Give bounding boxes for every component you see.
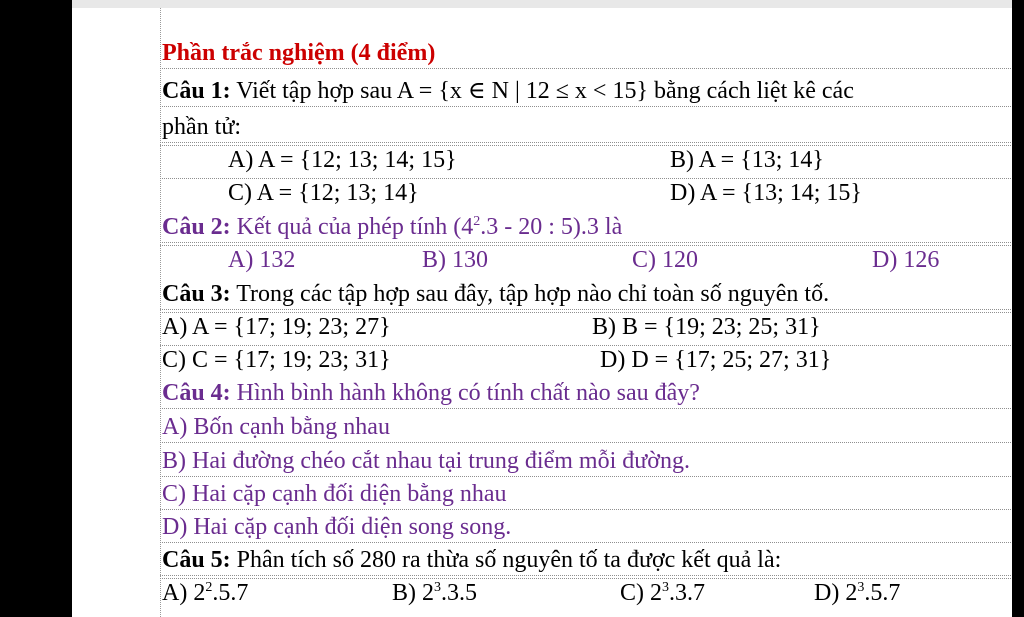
q5-option-d-base: D) 2 xyxy=(814,580,858,606)
q4-option-c: C) Hai cặp cạnh đối diện bằng nhau xyxy=(162,481,507,507)
q5-option-b-rest: .3.5 xyxy=(441,580,477,606)
q5-option-a xyxy=(160,578,248,608)
q5-option-c xyxy=(620,578,705,608)
q5-option-c-base: C) 2 xyxy=(620,580,662,606)
q4-option-a-row xyxy=(160,412,1011,443)
q2-text-pre: Kết quả của phép tính (4 xyxy=(230,214,474,240)
q2-option-c: C) 120 xyxy=(632,247,698,273)
q4-label: Câu 4: xyxy=(162,380,231,406)
q5-option-d xyxy=(814,578,900,608)
q5-label: Câu 5: xyxy=(162,547,231,573)
q5-option-c-rest: .3.7 xyxy=(669,580,705,606)
right-dark-border xyxy=(1012,0,1024,617)
q4-option-b: B) Hai đường chéo cắt nhau tại trung điểm mỗi đường. xyxy=(162,448,690,474)
q5-option-d-exp: 3 xyxy=(857,580,865,595)
q2-option-a: A) 132 xyxy=(228,247,296,273)
q5-option-b-base: B) 2 xyxy=(392,580,434,606)
q3-option-a: A) A = {17; 19; 23; 27} xyxy=(162,314,391,340)
section-title: Phần trắc nghiệm (4 điểm) xyxy=(162,40,436,66)
q5-option-a-exp: 2 xyxy=(205,580,213,595)
q4-text: Hình bình hành không có tính chất nào sau đây? xyxy=(230,380,700,406)
q1-text-line1: Viết tập hợp sau A = {x ∈ N | 12 ≤ x < 15} bằng cách liệt kê các xyxy=(230,78,854,104)
q2-option-b: B) 130 xyxy=(422,247,488,273)
q4-option-c-row xyxy=(160,479,1011,510)
q1-text-row2 xyxy=(160,112,1011,143)
q1-options-row1 xyxy=(160,145,1011,173)
q3-option-b: B) B = {19; 23; 25; 31} xyxy=(592,314,821,340)
q5-options-row xyxy=(160,578,1011,606)
q4-option-d: D) Hai cặp cạnh đối diện song song. xyxy=(162,514,512,540)
q1-text-line2: phần tử: xyxy=(162,114,241,140)
q4-option-d-row xyxy=(160,512,1011,543)
q1-option-a: A) A = {12; 13; 14; 15} xyxy=(228,147,457,173)
q3-label: Câu 3: xyxy=(162,281,231,307)
left-dark-border xyxy=(0,0,72,617)
document-page xyxy=(72,8,1012,617)
q2-text-post: .3 - 20 : 5).3 là xyxy=(480,214,623,240)
q5-option-d-rest: .5.7 xyxy=(864,580,901,606)
q3-option-d: D) D = {17; 25; 27; 31} xyxy=(600,347,832,373)
section-title-row xyxy=(160,38,1011,69)
q4-text-row xyxy=(160,378,1011,409)
q3-option-c: C) C = {17; 19; 23; 31} xyxy=(162,347,391,373)
q1-option-b: B) A = {13; 14} xyxy=(670,147,824,173)
q1-options-row2 xyxy=(160,178,1011,206)
q5-text: Phân tích số 280 ra thừa số nguyên tố ta được kết quả là: xyxy=(230,547,782,573)
q2-option-d: D) 126 xyxy=(872,247,940,273)
q3-options-row1 xyxy=(160,312,1011,340)
q5-option-a-rest: .5.7 xyxy=(212,580,249,606)
q1-label: Câu 1: xyxy=(162,78,231,104)
q5-text-row xyxy=(160,545,1011,576)
q3-options-row2 xyxy=(160,345,1011,373)
q4-option-b-row xyxy=(160,446,1011,477)
q1-text-row xyxy=(160,76,1011,107)
q5-option-b-exp: 3 xyxy=(434,580,441,595)
q3-text: Trong các tập hợp sau đây, tập hợp nào chỉ toàn số nguyên tố. xyxy=(230,281,830,307)
q5-option-c-exp: 3 xyxy=(662,580,669,595)
q2-text-row xyxy=(160,212,1011,243)
q5-option-b xyxy=(392,578,477,608)
q2-exponent: 2 xyxy=(473,214,481,229)
q1-option-d: D) A = {13; 14; 15} xyxy=(670,180,862,206)
q3-text-row xyxy=(160,279,1011,310)
q4-option-a: A) Bốn cạnh bằng nhau xyxy=(162,414,390,440)
q5-option-a-base: A) 2 xyxy=(162,580,206,606)
top-strip xyxy=(72,0,1012,8)
q2-label: Câu 2: xyxy=(162,214,231,240)
q1-option-c: C) A = {12; 13; 14} xyxy=(228,180,419,206)
q2-options-row xyxy=(160,245,1011,273)
